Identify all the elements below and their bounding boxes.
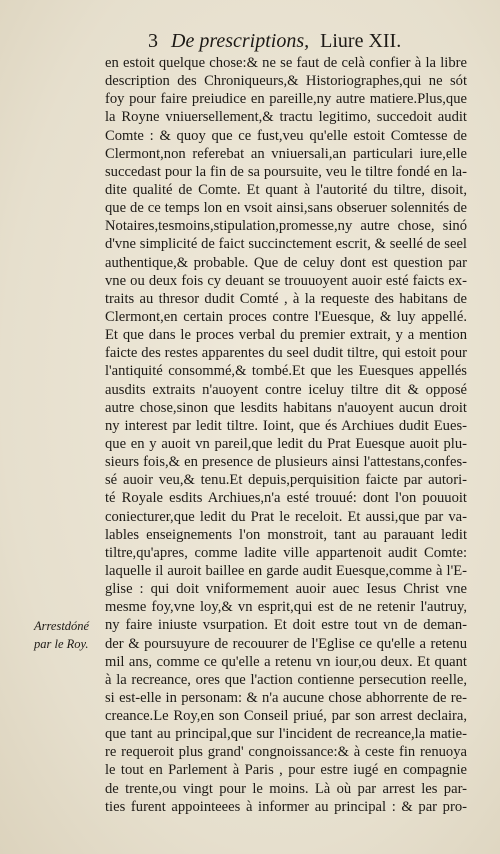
text-line: la Royne vniuersellement,& tractu legitimo, succedoit audit	[105, 109, 467, 126]
text-line: foy pour faire preiudice en pareille,ny autre matiere.Plus,que	[105, 91, 467, 108]
text-line: vne ou deux fois cy deuant se trouuoyent auoir esté faicts ex-	[105, 272, 467, 289]
text-line: que tant au principal,que sur l'incident de recreance,la matie-	[105, 726, 467, 743]
text-line: Et que dans le proces verbal du premier extrait, y a mention	[105, 327, 467, 344]
margin-note: Arrestdóné	[34, 619, 90, 633]
text-line: té Royale esdits Archiues,n'a esté trouué: dont l'on pouuoit	[105, 490, 467, 507]
text-line: en estoit quelque chose:& ne se faut de celà confier à la libre	[105, 55, 467, 71]
text-line: Comte : & quoy que ce fust,veu qu'elle estoit Comtesse de	[105, 127, 467, 144]
text-line: description des Chroniqueurs,& Historiographes,qui ne sót	[105, 73, 467, 90]
book-label: Liure XII.	[320, 30, 402, 52]
text-line: ties furent appointeees à informer au principal : & par pro-	[105, 798, 467, 815]
text-line: le tout en Parlement à Paris , pour estre iugé en compagnie	[105, 762, 467, 779]
text-line: lables enseignements l'on monstroit, tant au parauant ledit	[105, 526, 467, 543]
running-title: De prescriptions,	[171, 30, 310, 52]
text-line: que de ce temps lon en vsoit ainsi,sans obseruer solennités de	[105, 200, 467, 217]
text-line: si est-elle in personam: & n'a aucune chose abhorrente de re-	[105, 689, 467, 706]
text-line: der & poursuyure de recouurer de l'Eglise ce qu'elle a retenu	[105, 635, 467, 652]
text-line: Notaires,tesmoins,stipulation,promesse,ny autre chose, sinó	[105, 218, 467, 235]
text-line: ny faire iniuste vsurpation. Et doit estre tout vn de deman-	[105, 617, 467, 634]
text-line: de trente,ou vingt pour le moins. Là où par arrest les par-	[105, 780, 467, 797]
text-line: coniecturer,que ledit du Prat le receloit. Et aussi,que par va-	[105, 508, 467, 525]
text-line: faicte des restes apparentes du seel dudit tiltre, qui estoit pour	[105, 345, 467, 362]
text-line: Clermont,en certain proces contre l'Euesque, & luy appellé.	[105, 308, 467, 325]
text-line: à la recreance, ores que l'action contienne persecution reelle,	[105, 671, 467, 688]
text-line: ny interest par ledit tiltre. Ioint, que és Archiues dudit Eues-	[105, 417, 467, 434]
text-line: d'vne simplicité de faict succinctement escrit, & seellé de seel	[105, 236, 467, 253]
text-line: mil ans, comme ce qu'elle a retenu vn iour,ou deux. Et quant	[105, 653, 467, 670]
text-line: l'antiquité consommé,& tombé.Et que les Euesques appellés	[105, 363, 467, 380]
text-line: sé auoir veu,& tenu.Et depuis,perquisition faicte par autori-	[105, 472, 467, 489]
text-line: re requeroit plus grand' congnoissance:& à ceste fin renuoya	[105, 744, 467, 761]
text-line: laquelle il auroit baillee en garde audit Euesque,comme à l'E-	[105, 562, 467, 579]
body-text	[105, 54, 467, 816]
text-line: ausdits extraits n'auoyent contre iceluy tiltre dit & opposé	[105, 381, 467, 398]
text-line: sieurs fois,& en presence de plusieurs ainsi l'attestans,confes-	[105, 454, 467, 471]
text-line: authentique,& probable. Que de celuy dont est question par	[105, 254, 467, 271]
text-line: succedast pour la fin de sa poursuite, veu le tiltre fondé en la-	[105, 163, 467, 180]
text-line: autre chose,sinon que lesdits habitans n'auoyent aucun droit	[105, 399, 467, 416]
text-line: tiltre,qu'apres, comme ladite ville appartenoit audit Comte:	[105, 544, 467, 561]
text-line: Clermont,non referebat an vniuersali,an particulari iure,elle	[105, 145, 467, 162]
margin-note: par le Roy.	[34, 637, 89, 651]
text-line: traits au thresor dudit Comté , à la requeste des habitans de	[105, 290, 467, 307]
text-line: mesme foy,vne loy,& vn esprit,qui est de ne retenir l'autruy,	[105, 599, 467, 616]
text-line: glise : qui doit vniformement auoir auec Iesus Christ vne	[105, 581, 467, 598]
text-line: que en y auoit vn pareil,que ledit du Prat Euesque auoit plu-	[105, 435, 467, 452]
page-number: 3	[148, 30, 158, 52]
text-line: dite qualité de Comte. Et quant à l'autorité du tiltre, disoit,	[105, 181, 467, 198]
text-line: creance.Le Roy,en son Conseil priué, par son arrest declaira,	[105, 708, 467, 725]
